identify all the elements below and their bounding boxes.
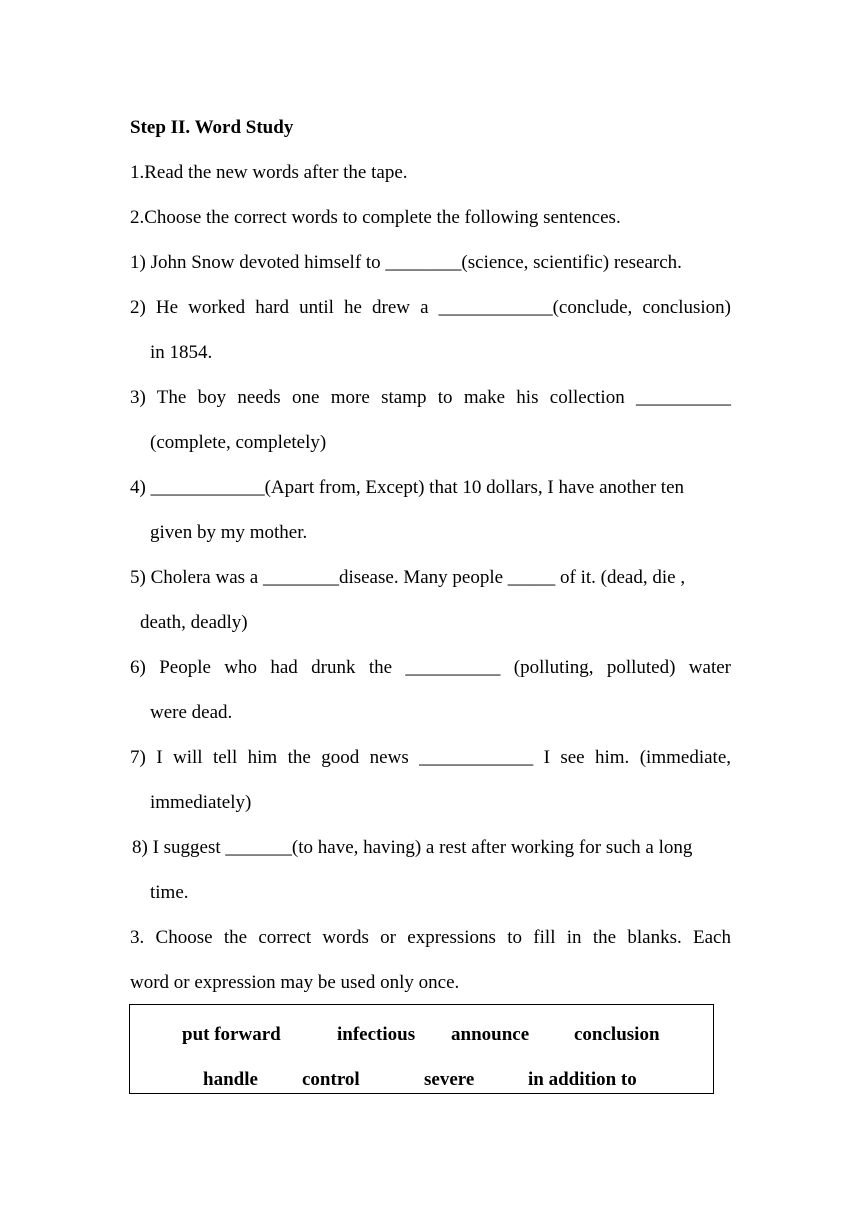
word-bank-item: control [302,1069,360,1090]
word-bank-box [129,1004,714,1094]
section-3-line-1: 3. Choose the correct words or expressions to fill in the blanks. Each [130,927,731,948]
word-bank-item: handle [203,1069,258,1090]
item-5-line-2: death, deadly) [140,612,248,633]
section-3-line-2: word or expression may be used only once. [130,972,460,993]
item-8-line-1: 8) I suggest _______(to have, having) a rest after working for such a long [132,837,693,858]
word-bank-item: severe [424,1069,475,1090]
item-1-line-1: 1) John Snow devoted himself to ________(science, scientific) research. [130,252,682,273]
item-7-line-1: 7) I will tell him the good news ____________ I see him. (immediate, [130,747,731,768]
word-bank-item: put forward [182,1024,281,1045]
item-3-line-2: (complete, completely) [150,432,327,453]
item-2-line-1: 2) He worked hard until he drew a ____________(conclude, conclusion) [130,297,731,318]
item-6-line-2: were dead. [150,702,233,723]
item-2-line-2: in 1854. [150,342,213,363]
item-3-line-1: 3) The boy needs one more stamp to make his collection __________ [130,387,731,408]
word-bank-item: conclusion [574,1024,660,1045]
item-8-line-2: time. [150,882,189,903]
section-heading: Step II. Word Study [130,117,294,138]
item-4-line-2: given by my mother. [150,522,308,543]
item-7-line-2: immediately) [150,792,252,813]
item-6-line-1: 6) People who had drunk the __________ (polluting, polluted) water [130,657,731,678]
item-4-line-1: 4) ____________(Apart from, Except) that 10 dollars, I have another ten [130,477,685,498]
word-bank-item: infectious [337,1024,416,1045]
item-5-line-1: 5) Cholera was a ________disease. Many people _____ of it. (dead, die , [130,567,686,588]
word-bank-item: in addition to [528,1069,637,1090]
instruction-choose: 2.Choose the correct words to complete the following sentences. [130,207,621,228]
word-bank-item: announce [451,1024,530,1045]
instruction-read: 1.Read the new words after the tape. [130,162,408,183]
